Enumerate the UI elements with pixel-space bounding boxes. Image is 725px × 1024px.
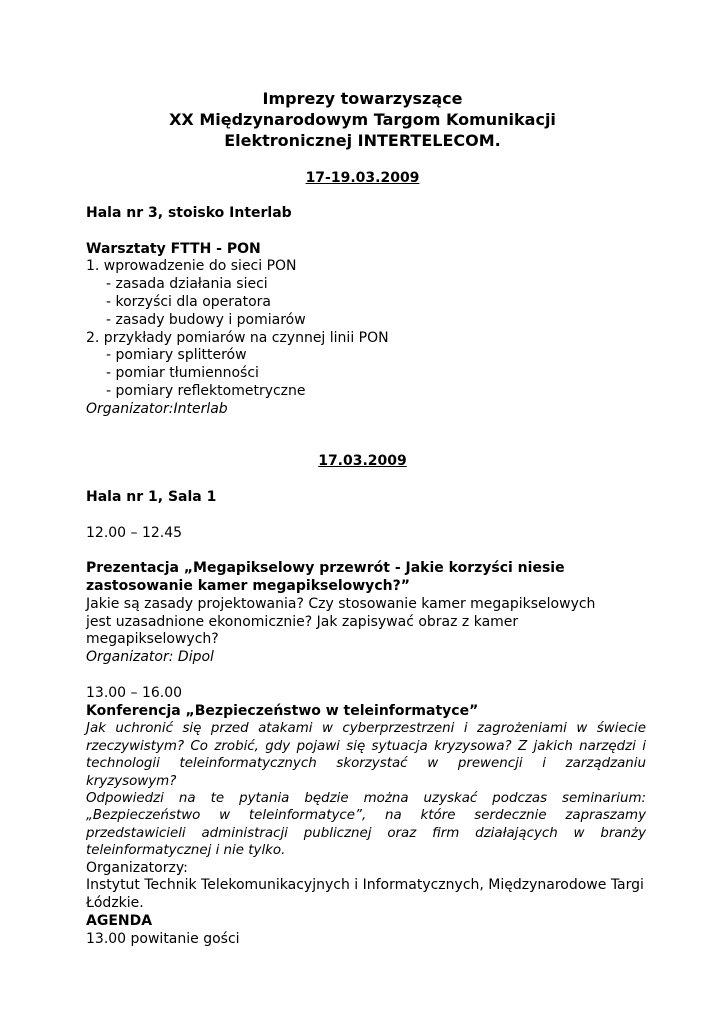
location-1: Hala nr 3, stoisko Interlab	[86, 205, 292, 221]
list-item: - zasady budowy i pomiarów	[106, 311, 306, 328]
date-heading-1: 17-19.03.2009	[305, 170, 420, 186]
list-item: - pomiar tłumienności	[106, 365, 259, 382]
title-line-1: Imprezy towarzyszące	[262, 89, 463, 108]
list-item: 1. wprowadzenie do sieci PON	[86, 258, 297, 275]
organizers-value: Instytut Technik Telekomunikacyjnych i Informatycznych, Międzynarodowe Targi Łódzkie.	[86, 877, 644, 912]
time-1: 12.00 – 12.45	[86, 524, 183, 541]
document-title	[0, 88, 725, 151]
title-line-3: Elektronicznej INTERTELECOM.	[224, 131, 501, 150]
list-item: - zasada działania sieci	[106, 276, 268, 293]
section-2	[86, 489, 646, 949]
agenda-label: AGENDA	[86, 913, 153, 929]
presentation-desc-line-2: jest uzasadnione ekonomicznie? Jak zapisywać obraz z kamer	[86, 613, 519, 630]
list-item: - pomiary reflektometryczne	[106, 382, 306, 399]
section-1	[86, 205, 646, 419]
conference-desc-2: Odpowiedzi na te pytania będzie można uzyskać podczas seminarium: „Bezpieczeństwo w teleinformatyce”, na które serdecznie zapraszamy przedstawicieli administracji publicznej oraz firm działających w branży teleinformatycznej i nie tylko.	[86, 790, 646, 859]
presentation-title-line-1: Prezentacja „Megapikselowy przewrót - Jakie korzyści niesie	[86, 560, 565, 577]
conference-desc-1: Jak uchronić się przed atakami w cyberprzestrzeni i zagrożeniami w świecie rzeczywistym? Co zrobić, gdy pojawi się sytuacja kryzysowa? Z jakich narzędzi i technologii teleinformatycznych skorzystać w prewencji i zarządzaniu kryzysowym?	[86, 721, 646, 789]
presentation-desc-line-1: Jakie są zasady projektowania? Czy stosowanie kamer megapikselowych	[86, 595, 596, 612]
organizers-label: Organizatorzy:	[86, 859, 188, 876]
list-item: 2. przykłady pomiarów na czynnej linii PON	[86, 329, 389, 346]
presentation-title-line-2: zastosowanie kamer megapikselowych?”	[86, 577, 410, 594]
list-item: - korzyści dla operatora	[106, 293, 271, 310]
date-heading-2: 17.03.2009	[318, 453, 407, 469]
time-2: 13.00 – 16.00	[86, 684, 183, 701]
workshop-title: Warsztaty FTTH - PON	[86, 240, 261, 257]
presentation-desc-line-3: megapikselowych?	[86, 631, 219, 648]
agenda-item: 13.00 powitanie gości	[86, 930, 240, 947]
title-line-2: XX Międzynarodowym Targom Komunikacji	[169, 110, 556, 129]
conference-title: Konferencja „Bezpieczeństwo w teleinformatyce”	[86, 702, 479, 719]
presentation-organizer: Organizator: Dipol	[86, 649, 214, 666]
location-2: Hala nr 1, Sala 1	[86, 489, 217, 505]
list-item: - pomiary splitterów	[106, 347, 247, 364]
organizer-1: Organizator:Interlab	[86, 400, 228, 417]
